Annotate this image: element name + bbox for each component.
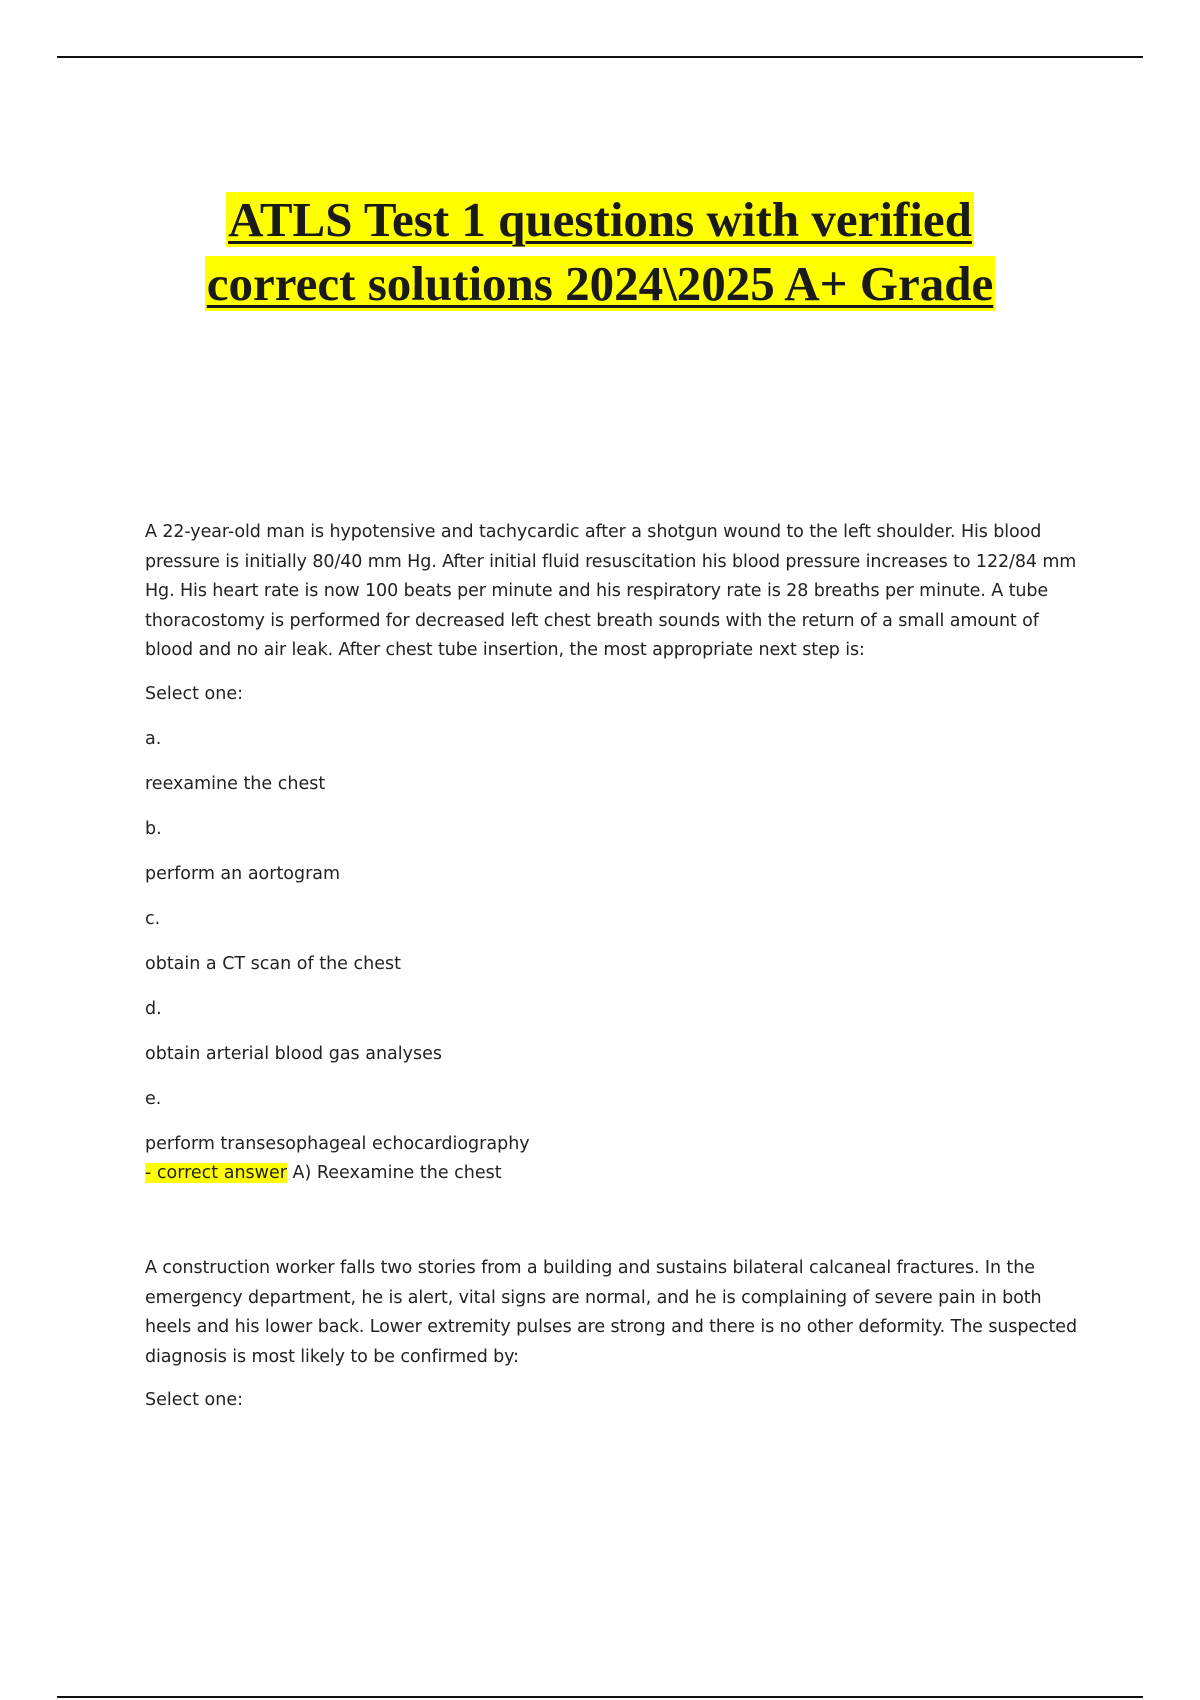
option-d-text: obtain arterial blood gas analyses	[145, 1043, 442, 1064]
question-1-select-label: Select one:	[145, 683, 244, 704]
question-2-stem: A construction worker falls two stories from a building and sustains bilateral calcaneal fractures. In the emergency department, he is alert, vital signs are normal, and he is complaining of severe pain in both heels and his lower back. Lower extremity pulses are strong and there is no other deformity. The suspected diagnosis is most likely to be confirmed by:	[145, 1258, 1077, 1367]
correct-answer-highlight: - correct answer	[145, 1162, 287, 1183]
question-2	[145, 1254, 1085, 1415]
correct-answer-text: A) Reexamine the chest	[286, 1162, 502, 1183]
option-e-letter: e.	[145, 1088, 162, 1109]
option-b-letter: b.	[145, 818, 162, 839]
question-1-stem: A 22-year-old man is hypotensive and tachycardic after a shotgun wound to the left shoulder. His blood pressure is initially 80/40 mm Hg. After initial fluid resuscitation his blood pressure increases to 122/84 mm Hg. His heart rate is now 100 beats per minute and his respiratory rate is 28 breaths per minute. A tube thoracostomy is performed for decreased left chest breath sounds with the return of a small amount of blood and no air leak. After chest tube insertion, the most appropriate next step is:	[145, 522, 1077, 660]
option-c-letter: c.	[145, 908, 161, 929]
option-e-text: perform transesophageal echocardiography	[145, 1133, 530, 1154]
option-b-text: perform an aortogram	[145, 863, 341, 884]
title-line-2: correct solutions 2024\2025 A+ Grade	[206, 256, 994, 311]
question-2-select-label: Select one:	[145, 1390, 244, 1410]
document-title	[0, 188, 1200, 316]
option-c-text: obtain a CT scan of the chest	[145, 953, 401, 974]
top-rule	[57, 56, 1143, 58]
question-1-answer	[145, 1159, 1085, 1188]
option-d-letter: d.	[145, 998, 162, 1019]
option-a-letter: a.	[145, 728, 162, 749]
option-a-text: reexamine the chest	[145, 773, 326, 794]
bottom-rule	[57, 1696, 1143, 1698]
title-line-1: ATLS Test 1 questions with verified	[228, 192, 972, 247]
question-1	[145, 518, 1085, 1188]
